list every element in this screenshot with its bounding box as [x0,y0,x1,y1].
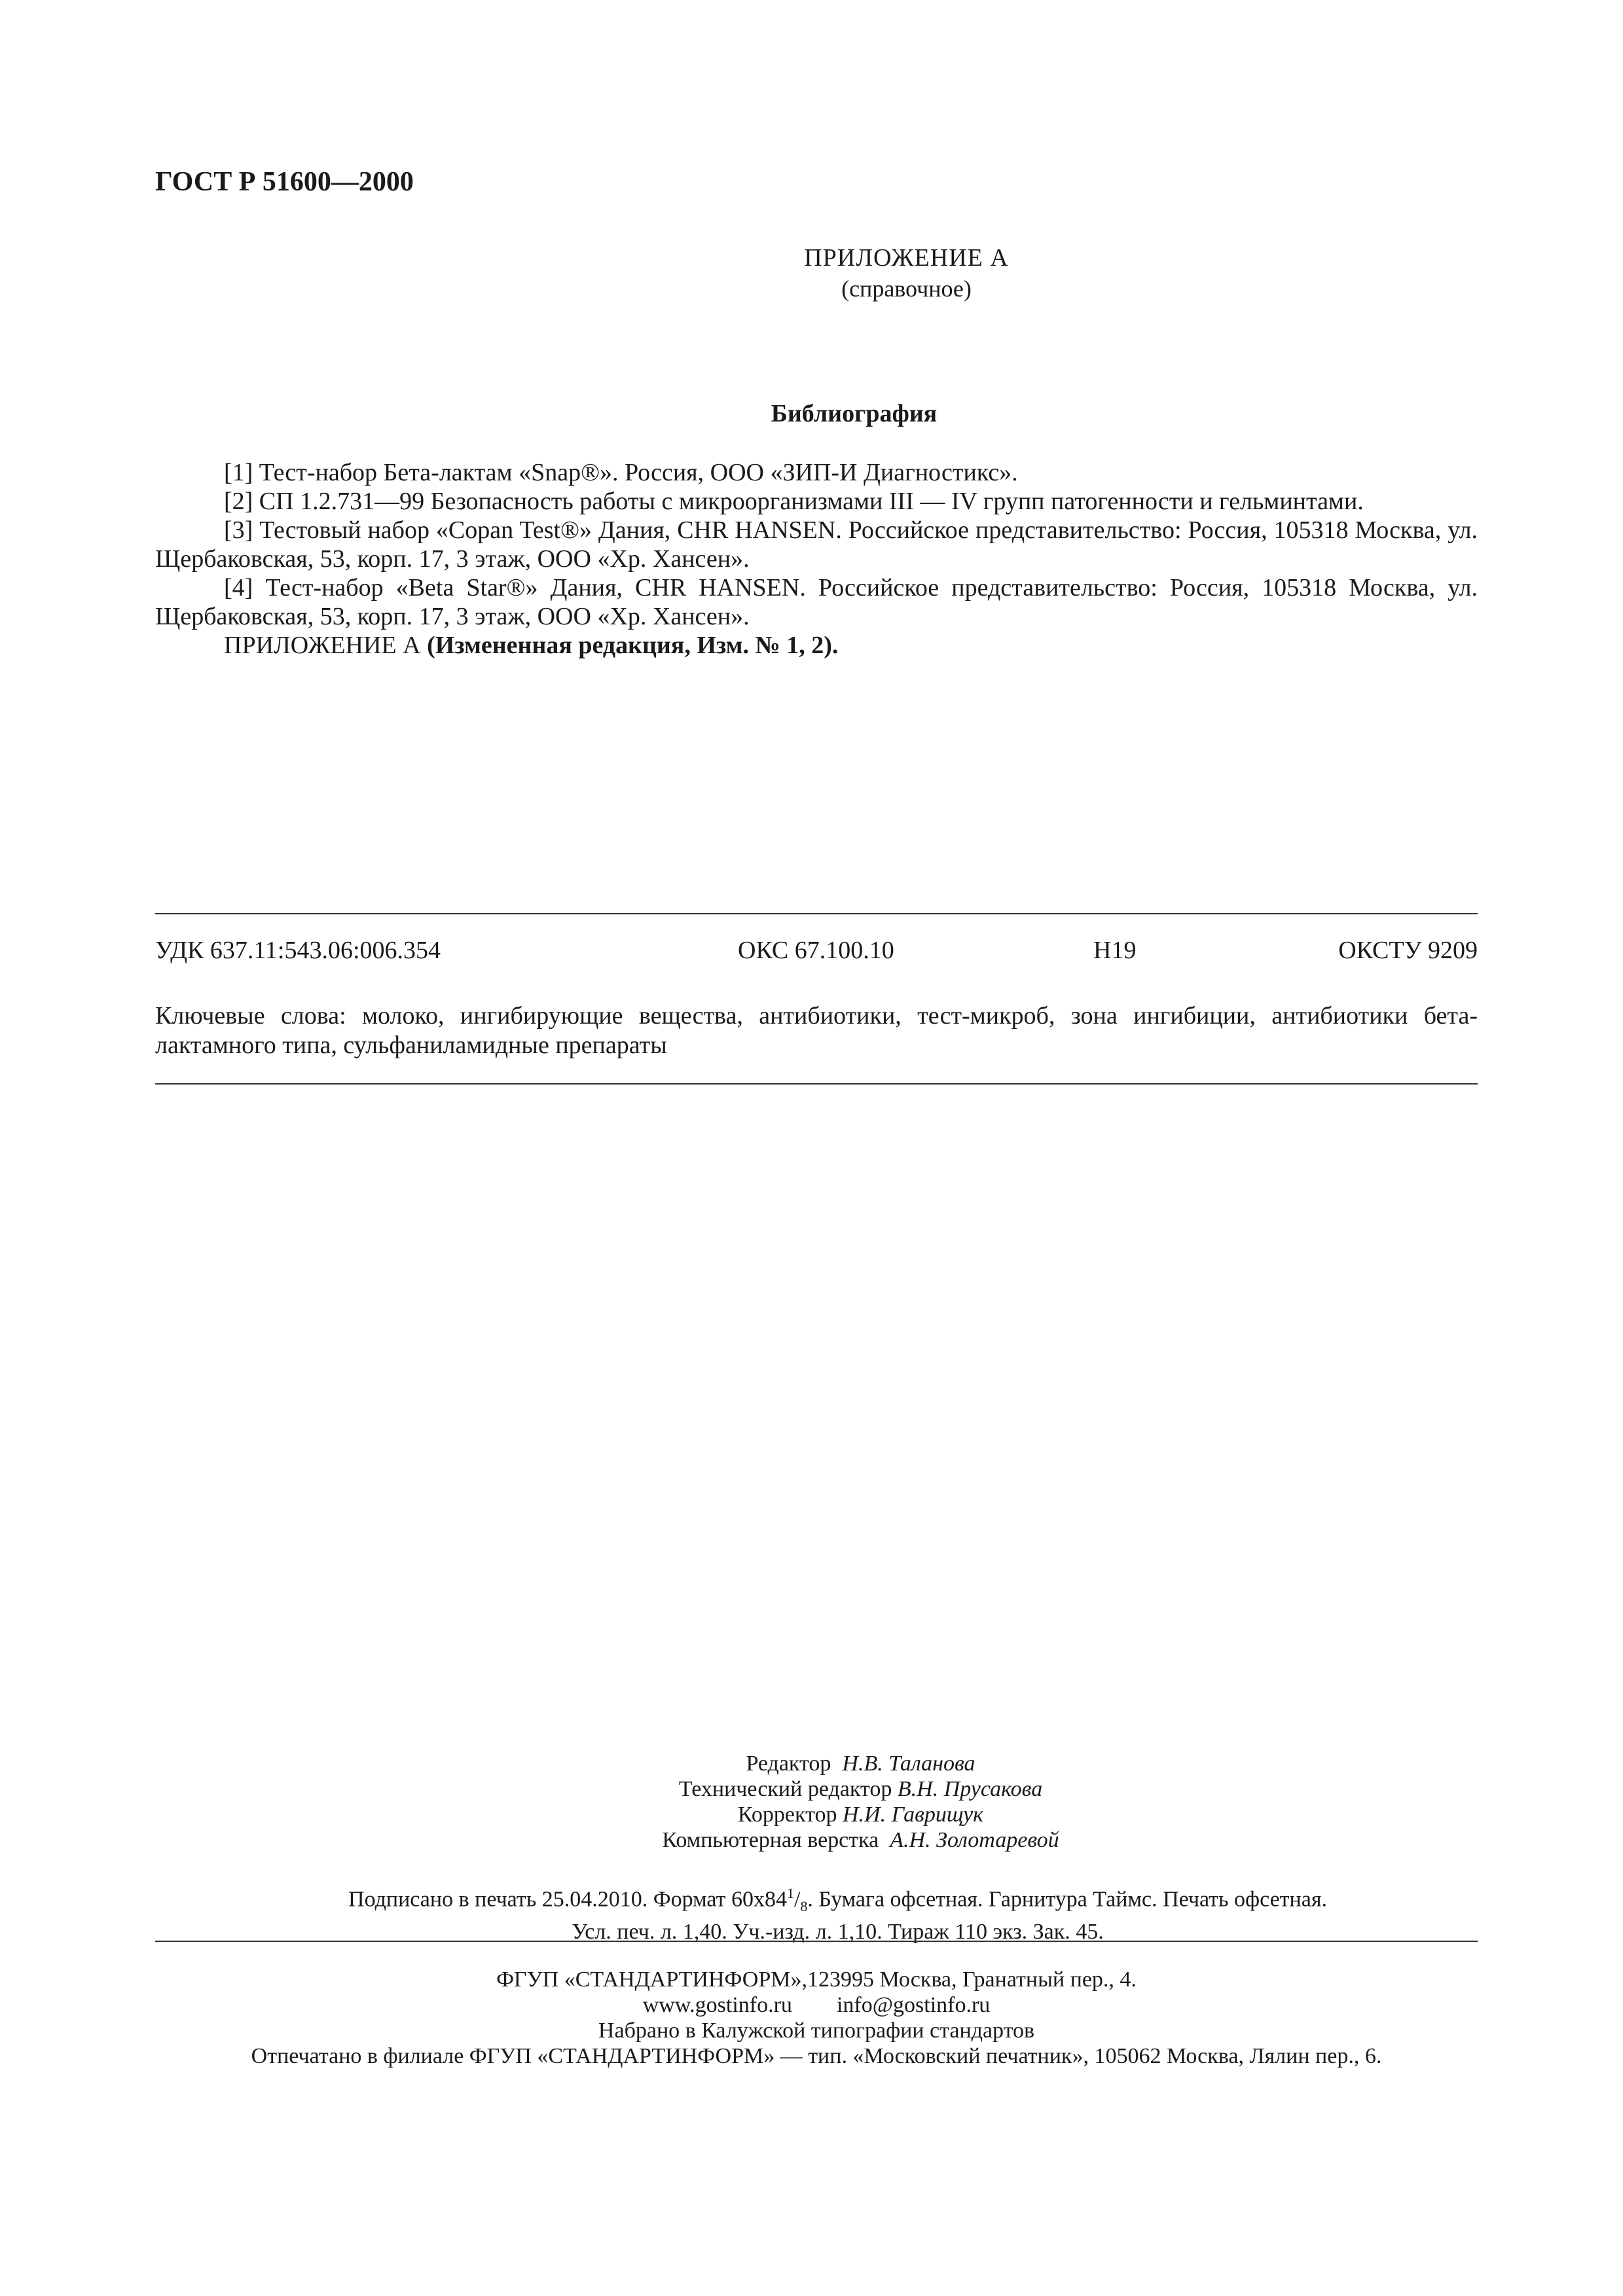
bibliography-item: [3] Тестовый набор «Copan Test®» Дания, CHR HANSEN. Российское представительство: Россия, 105318 Москва, ул. Щербаковская, 53, корп. 17, 3 этаж, ООО «Хр. Хансен». [155,516,1478,573]
publisher-contacts [155,1992,1478,2018]
credit-line: Технический редактор В.Н. Прусакова [678,1777,1043,1801]
classification-row [155,936,1478,969]
printed-note: Отпечатано в филиале ФГУП «СТАНДАРТИНФОРМ» — тип. «Московский печатник», 105062 Москва, Лялин пер., 6. [251,2044,1382,2068]
bibliography-item: [1] Тест-набор Бета-лактам «Snap®». Россия, ООО «ЗИП-И Диагностикс». [224,459,1018,486]
credit-line: Редактор Н.В. Таланова [746,1751,976,1776]
bibliography-item: [2] СП 1.2.731—99 Безопасность работы с микроорганизмами III — IV групп патогенности и гельминтами. [224,488,1364,515]
amendment-prefix: ПРИЛОЖЕНИЕ А [224,632,428,659]
email-link[interactable]: info@gostinfo.ru [836,1993,991,2017]
bibliography-item: [4] Тест-набор «Beta Star®» Дания, CHR HANSEN. Российское представительство: Россия, 105318 Москва, ул. Щербаковская, 53, корп. 17, 3 этаж, ООО «Хр. Хансен». [155,574,1478,630]
amendment-bold: (Измененная редакция, Изм. № 1, 2). [427,632,839,659]
h-code: Н19 [1093,937,1137,964]
imprint-block [0,1880,1623,1945]
appendix-title: ПРИЛОЖЕНИЕ А [804,244,1009,272]
imprint-line: Усл. печ. л. 1,40. Уч.-изд. л. 1,10. Тираж 110 экз. Зак. 45. [572,1920,1104,1945]
credit-line: Компьютерная верстка А.Н. Золотаревой [662,1828,1059,1852]
divider-keywords [155,1083,1478,1085]
website-link[interactable]: www.gostinfo.ru [642,1993,792,2017]
oks-code: ОКС 67.100.10 [738,937,894,964]
udk-code: УДК 637.11:543.06:006.354 [155,937,441,964]
publisher-address: ФГУП «СТАНДАРТИНФОРМ»,123995 Москва, Гранатный пер., 4. [496,1967,1137,1992]
document-code: ГОСТ Р 51600—2000 [155,167,414,197]
amendment-note [155,631,1478,660]
okstu-code: ОКСТУ 9209 [1338,937,1478,964]
divider-bottom [155,1941,1478,1942]
credit-line: Корректор Н.И. Гаврищук [737,1803,984,1827]
imprint-line: Подписано в печать 25.04.2010. Формат $60х84^1/_8$. Бумага офсетная. Гарнитура Таймс. Печать офсетная. [348,1885,1327,1915]
bibliography-heading: Библиография [771,400,938,427]
publisher-block [155,1967,1478,2069]
credits-block [0,1751,1623,1853]
divider-top [155,913,1478,914]
typeset-note: Набрано в Калужской типографии стандартов [598,2018,1035,2043]
bibliography-list [155,458,1478,660]
appendix-subtitle: (справочное) [841,276,972,302]
keywords: Ключевые слова: молоко, ингибирующие вещества, антибиотики, тест-микроб, зона ингибиции, антибиотики бета-лактамного типа, сульфаниламидные препараты [155,1002,1478,1059]
